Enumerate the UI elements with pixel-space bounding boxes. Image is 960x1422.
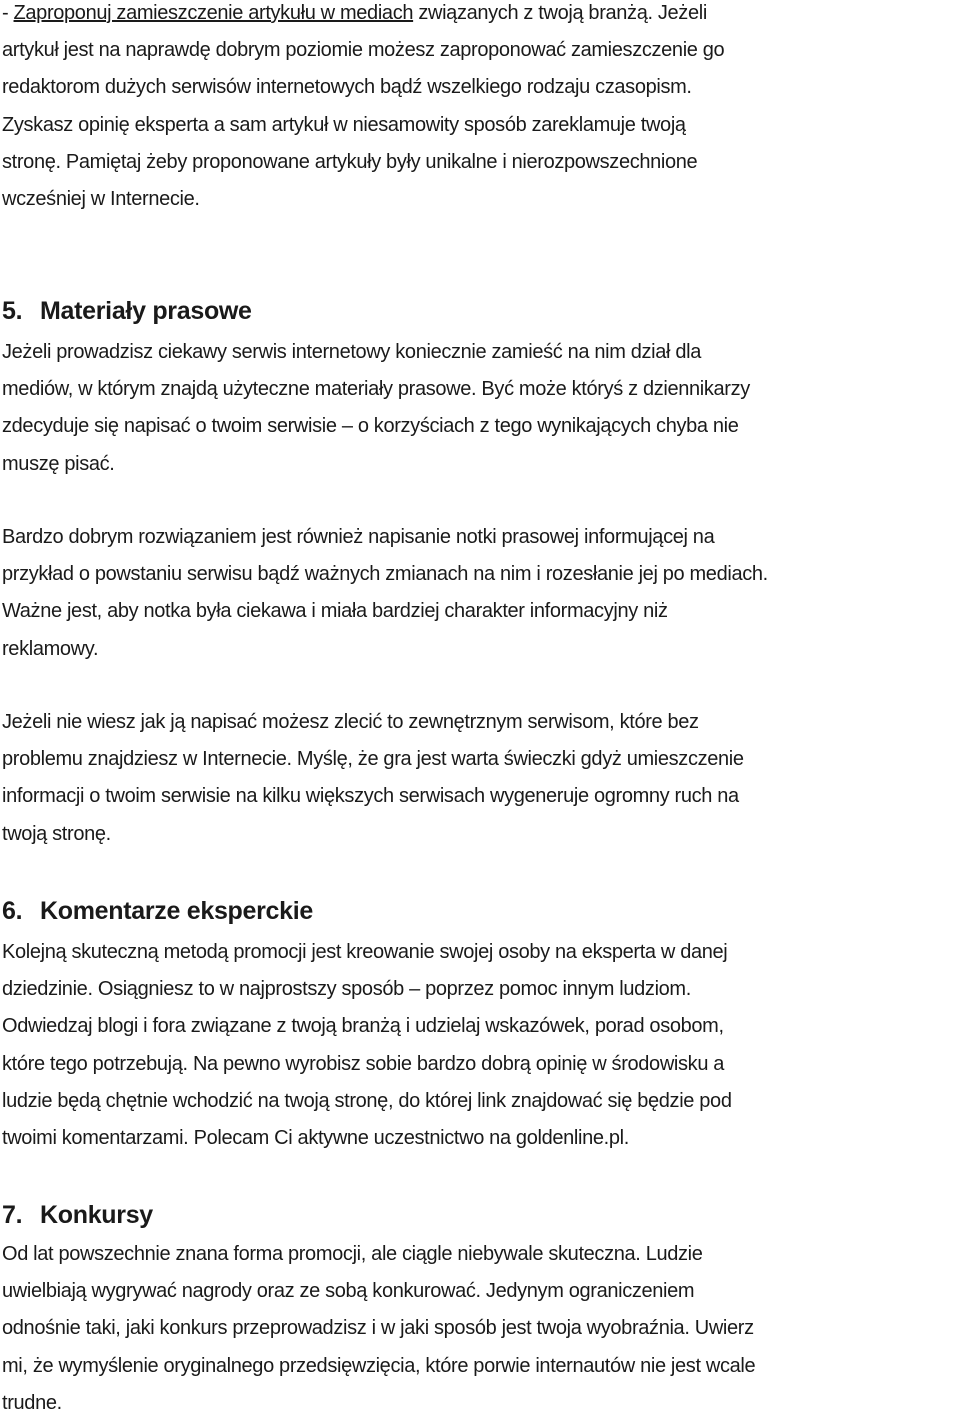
section-5-paragraph-1	[2, 334, 958, 483]
text-line: które tego potrzebują. Na pewno wyrobisz sobie bardzo dobrą opinię w środowisku a	[2, 1052, 725, 1075]
text-line: informacji o twoim serwisie na kilku większych serwisach wygeneruje ogromny ruch na	[2, 785, 739, 808]
text-line: dziedzinie. Osiągniesz to w najprostszy sposób – poprzez pomoc innym ludziom.	[2, 978, 691, 1001]
text-line: Kolejną skuteczną metodą promocji jest kreowanie swojej osoby na eksperta w danej	[2, 941, 728, 963]
text-line: twoimi komentarzami. Polecam Ci aktywne uczestnictwo na goldenline.pl.	[2, 1127, 629, 1150]
text-fragment: związanych z twoją branżą. Jeżeli	[413, 2, 707, 24]
text-line: Jeżeli nie wiesz jak ją napisać możesz zlecić to zewnętrznym serwisom, które bez	[2, 711, 699, 733]
text-line: twoją stronę.	[2, 822, 111, 845]
section-number: 7.	[2, 1201, 23, 1229]
section-6-heading	[2, 893, 958, 930]
section-number: 5.	[2, 297, 23, 325]
section-title: Materiały prasowe	[40, 297, 252, 325]
text-line: stronę. Pamiętaj żeby proponowane artykuły były unikalne i nierozpowszechnione	[2, 150, 698, 173]
section-6-paragraph-1	[2, 934, 958, 1157]
section-title: Konkursy	[40, 1201, 153, 1229]
text-line: Bardzo dobrym rozwiązaniem jest również napisanie notki prasowej informującej na	[2, 526, 715, 548]
media-article-link[interactable]: Zaproponuj zamieszczenie artykułu w mediach	[13, 2, 414, 24]
section-5-paragraph-2	[2, 519, 958, 668]
text-line: ludzie będą chętnie wchodzić na twoją stronę, do której link znajdować się będzie pod	[2, 1089, 732, 1112]
text-line: Od lat powszechnie znana forma promocji, ale ciągle niebywale skuteczna. Ludzie	[2, 1243, 703, 1265]
text-line: wcześniej w Internecie.	[2, 188, 200, 211]
text-line: trudne.	[2, 1391, 62, 1414]
text-line: muszę pisać.	[2, 452, 115, 475]
text-line: mi, że wymyślenie oryginalnego przedsięwzięcia, które porwie internautów nie jest wcale	[2, 1354, 756, 1377]
list-dash: -	[2, 2, 14, 24]
text-line: Jeżeli prowadzisz ciekawy serwis internetowy koniecznie zamieść na nim dział dla	[2, 341, 701, 363]
text-line: Ważne jest, aby notka była ciekawa i miała bardziej charakter informacyjny niż	[2, 600, 668, 623]
section-number: 6.	[2, 897, 23, 925]
text-line: mediów, w którym znajdą użyteczne materiały prasowe. Być może któryś z dziennikarzy	[2, 378, 750, 401]
text-line: Zyskasz opinię eksperta a sam artykuł w niesamowity sposób zareklamuje twoją	[2, 113, 686, 136]
text-line: przykład o powstaniu serwisu bądź ważnych zmianach na nim i rozesłanie jej po mediach.	[2, 563, 768, 586]
section-7-heading	[2, 1197, 958, 1234]
section-5-heading	[2, 293, 958, 330]
section-5-paragraph-3	[2, 704, 958, 853]
text-line: zdecyduje się napisać o twoim serwisie – o korzyściach z tego wynikających chyba nie	[2, 415, 739, 438]
text-line: reklamowy.	[2, 637, 99, 660]
text-line: redaktorom dużych serwisów internetowych bądź wszelkiego rodzaju czasopism.	[2, 76, 692, 99]
text-line: uwielbiają wygrywać nagrody oraz ze sobą konkurować. Jedynym ograniczeniem	[2, 1280, 695, 1303]
section-title: Komentarze eksperckie	[40, 897, 314, 925]
text-line: problemu znajdziesz w Internecie. Myślę, że gra jest warta świeczki gdyż umieszczenie	[2, 748, 744, 771]
text-line: odnośnie taki, jaki konkurs przeprowadzisz i w jaki sposób jest twoja wyobraźnia. Uwierz	[2, 1317, 754, 1340]
text-line	[2, 0, 958, 32]
text-line: artykuł jest na naprawdę dobrym poziomie możesz zaproponować zamieszczenie go	[2, 39, 725, 62]
section-7-paragraph-1	[2, 1236, 958, 1422]
intro-paragraph	[2, 0, 958, 218]
text-line: Odwiedzaj blogi i fora związane z twoją branżą i udzielaj wskazówek, porad osobom,	[2, 1015, 724, 1038]
